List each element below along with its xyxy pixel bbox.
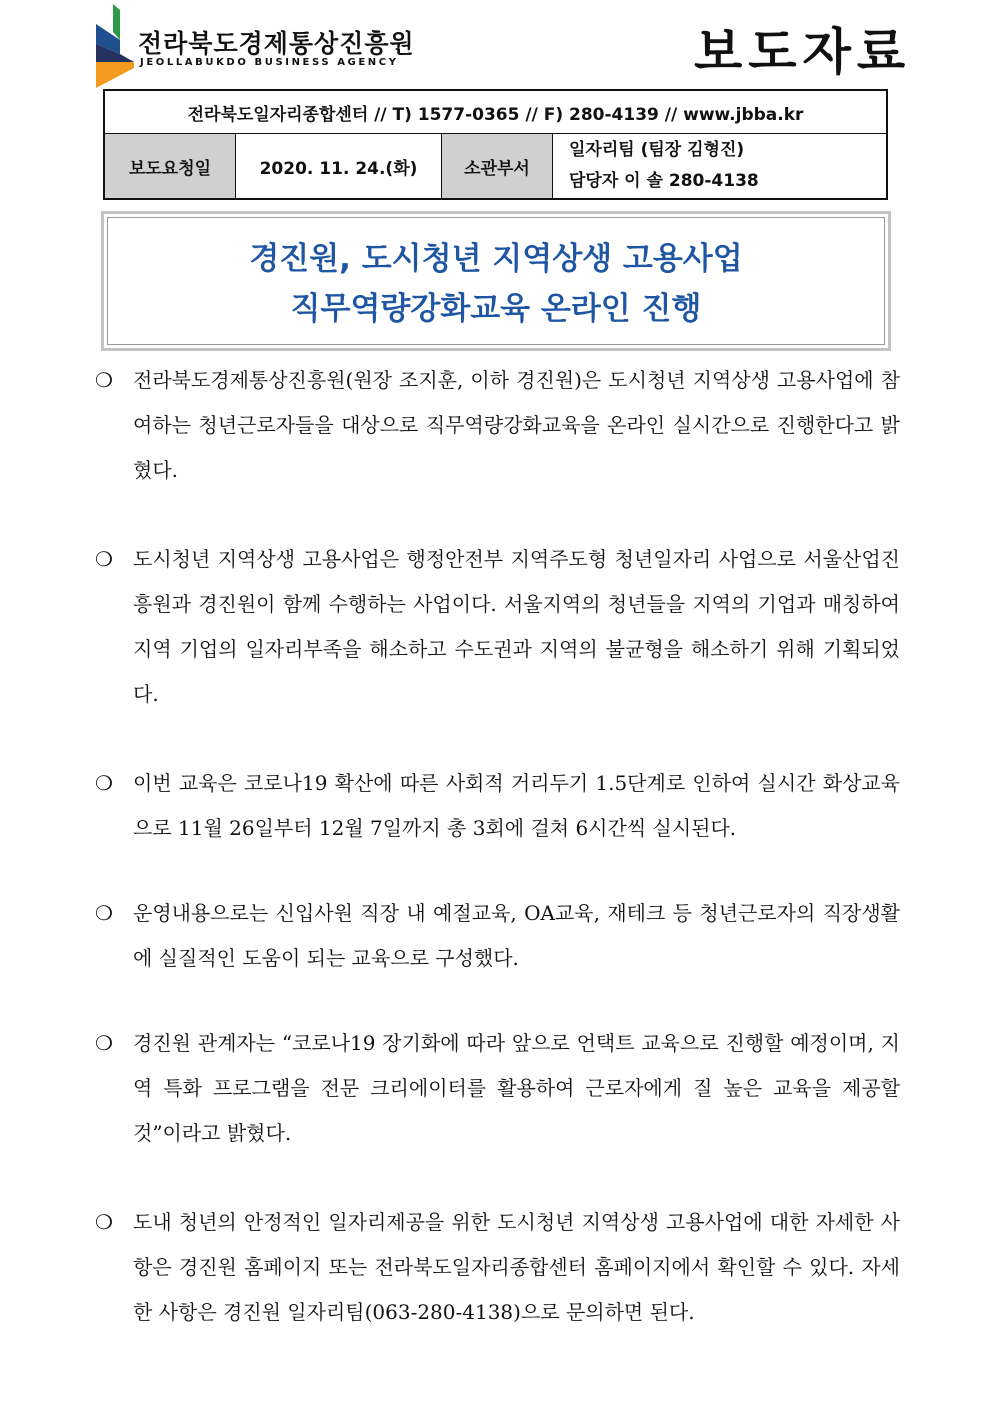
paragraph xyxy=(95,761,900,851)
headline xyxy=(104,214,888,334)
paragraph-text: 이번 교육은 코로나19 확산에 따른 사회적 거리두기 1.5단계로 인하여 실시간 화상교육으로 11월 26일부터 12월 7일까지 총 3회에 걸쳐 6시간씩 실시된다. xyxy=(133,771,900,840)
article-body xyxy=(95,358,900,1335)
paragraph xyxy=(95,537,900,717)
paragraph-text: 경진원 관계자는 “코로나19 장기화에 따라 앞으로 언택트 교육으로 진행할 예정이며, 지역 특화 프로그램을 전문 크리에이터를 활용하여 근로자에게 질 높은 교육을 제공할 것”이라고 밝혔다. xyxy=(133,1031,900,1145)
paragraph-text: 도시청년 지역상생 고용사업은 행정안전부 지역주도형 청년일자리 사업으로 서울산업진흥원과 경진원이 함께 수행하는 사업이다. 서울지역의 청년들을 지역의 기업과 매칭하여 지역 기업의 일자리부족을 해소하고 수도권과 지역의 불균형을 해소하기 위해 기획되었다. xyxy=(133,547,900,706)
org-logo xyxy=(96,4,415,88)
headline-box xyxy=(101,211,891,351)
paragraph-text: 도내 청년의 안정적인 일자리제공을 위한 도시청년 지역상생 고용사업에 대한 자세한 사항은 경진원 홈페이지 또는 전라북도일자리종합센터 홈페이지에서 확인할 수 있다. 자세한 사항은 경진원 일자리팀(063-280-4138)으로 문의하면 된다. xyxy=(133,1210,900,1324)
circle-bullet-icon: ❍ xyxy=(95,901,113,925)
circle-bullet-icon: ❍ xyxy=(95,1210,113,1234)
headline-line-1: 경진원, 도시청년 지역상생 고용사업 xyxy=(249,241,743,277)
circle-bullet-icon: ❍ xyxy=(95,547,113,571)
circle-bullet-icon: ❍ xyxy=(95,368,113,392)
paragraph xyxy=(95,1021,900,1156)
org-logo-mark-icon xyxy=(96,4,136,88)
release-date-value: 2020. 11. 24.(화) xyxy=(236,134,442,200)
department-contact: 담당자 이 솔 280-4138 xyxy=(569,171,759,191)
org-name: 전라북도경제통상진흥원 xyxy=(138,29,415,58)
paragraph xyxy=(95,358,900,493)
paragraph-text: 전라북도경제통상진흥원(원장 조지훈, 이하 경진원)은 도시청년 지역상생 고용사업에 참여하는 청년근로자들을 대상으로 직무역량강화교육을 온라인 실시간으로 진행한다고 밝혔다. xyxy=(133,368,900,482)
press-info-table xyxy=(103,89,888,200)
circle-bullet-icon: ❍ xyxy=(95,1031,113,1055)
org-name-english: JEOLLABUKDO BUSINESS AGENCY xyxy=(140,57,399,68)
department-info xyxy=(553,134,888,200)
paragraph xyxy=(95,891,900,981)
release-date-label: 보도요청일 xyxy=(104,134,236,200)
paragraph-text: 운영내용으로는 신입사원 직장 내 예절교육, OA교육, 재테크 등 청년근로자의 직장생활에 실질적인 도움이 되는 교육으로 구성했다. xyxy=(133,901,900,970)
headline-line-2: 직무역량강화교육 온라인 진행 xyxy=(290,291,702,327)
circle-bullet-icon: ❍ xyxy=(95,771,113,795)
department-team: 일자리팀 (팀장 김형진) xyxy=(569,140,745,160)
contact-line: 전라북도일자리종합센터 // T) 1577-0365 // F) 280-4139 // www.jbba.kr xyxy=(104,90,887,134)
paragraph xyxy=(95,1200,900,1335)
document-type-title: 보도자료 xyxy=(694,23,912,81)
department-label: 소관부서 xyxy=(442,134,553,200)
